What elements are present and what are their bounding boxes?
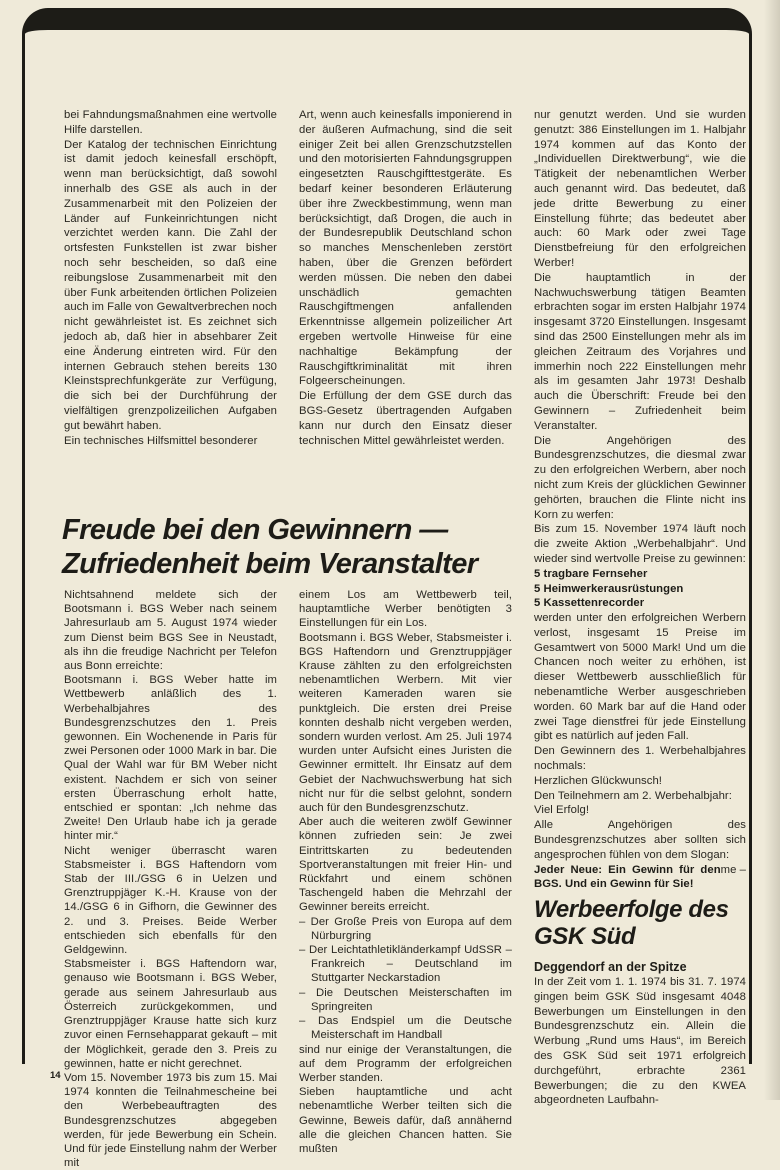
paragraph: Bootsmann i. BGS Weber, Stabsmeister i. BGS Haftendorn und Grenztruppjäger Krause zählten zu den erfolgreichsten nebenamtlichen Werbern. Mit vier weiteren Kameraden waren sie punktgleich. Die ersten drei Preise konnten deshalb nicht vergeben werden, sondern wurden verlost. Am 25. Juli 1974 wurden unter Aufsicht eines Juristen die Gewinner ermittelt. Ihr Einsatz auf dem Gebiet der Nachwuchswerbung hat sich nicht nur für die selbst gelohnt, sondern auch für den Bundesgrenzschutz. bbox=[299, 631, 512, 815]
gsk-subhead: Deggendorf an der Spitze bbox=[534, 960, 687, 974]
prize-item: 5 tragbare Fernseher bbox=[534, 567, 648, 580]
article-headline bbox=[62, 513, 542, 581]
headline-line: Freude bei den Gewinnern — bbox=[62, 514, 448, 547]
paragraph: Vom 15. November 1973 bis zum 15. Mai 1974 konnten die Teilnahmescheine bei den Werbebeauftragten des Bundesgrenzschutzes abgegeben werden, für jede Bewerbung ein Schein. Und für jede Einstellung nahm der Werber mit bbox=[64, 1071, 277, 1170]
paragraph: Die hauptamtlich in der Nachwuchswerbung tätigen Beamten erbrachten sogar im ersten Halbjahr 1974 insgesamt 3720 Einstellungen. Insgesamt sind das 2500 Einstellungen mehr als im gleichen Zeitraum des Vorjahres und immerhin noch 222 Einstellungen mehr als im gesamten Jahr 1973! Deshalb auch die Überschrift: Freude bei den Gewinnern – Zufriedenheit beim Veranstalter. bbox=[534, 271, 746, 432]
paragraph: Art, wenn auch keinesfalls imponierend in der äußeren Aufmachung, sind die seit einiger Zeit bei allen Grenzschutzstellen und den motorisierten Fahndungsgruppen eingesetzten Rauschgifttestgeräte. Es bedarf keiner besonderen Erläuterung über ihre Zweckbestimmung, wenn man berücksichtigt, daß Drogen, die auch in der Bundesrepublik Deutschland schon so manches Menschenleben zerstört haben, über die Grenzen befördert werden müssen. Die neben den dabei unschädlich gemachten Rauschgiftmengen anfallenden Erkenntnisse allgemein polizeilicher Art ergeben wertvolle Hinweise für eine nachhaltige Bekämpfung der Rauschgiftkriminalität mit ihren Folgeerscheinungen. bbox=[299, 109, 512, 388]
headline-line: Zufriedenheit beim Veranstalter bbox=[62, 548, 478, 581]
paragraph: Herzlichen Glückwunsch! bbox=[534, 774, 662, 787]
paragraph: Bootsmann i. BGS Weber hatte im Wettbewerb anläßlich des 1. Werbehalbjahres des Bundesgrenzschutzes den 1. Preis gewonnen. Ein Wochenende in Paris für zwei Personen oder 1000 Mark in bar. Die Qual der Wahl war für BM Weber nicht existent. Nachdem er sich von seiner ersten Überraschung erholt hatte, entschied er spontan: „Ich nehme das Zweite! Den Urlaub habe ich ja gerade hinter mir.“ bbox=[64, 674, 277, 843]
prev-article-column-2 bbox=[299, 108, 512, 448]
paragraph: bei Fahndungsmaßnahmen eine wertvolle Hilfe darstellen. bbox=[64, 109, 277, 136]
page-number: 14 bbox=[50, 1070, 61, 1081]
gsk-article bbox=[534, 896, 746, 1108]
paragraph: Aber auch die weiteren zwölf Gewinner können zufrieden sein: Je zwei Eintrittskarten zu bedeutenden Sportveranstaltungen mit freier Hin- und Rückfahrt und einem schönen Taschengeld haben die Mehrzahl der Gewinner bereits erreicht. bbox=[299, 816, 512, 914]
winners-article-column-2 bbox=[299, 588, 512, 1156]
paragraph: Nichtsahnend meldete sich der Bootsmann i. BGS Weber nach seinem Jahresurlaub am 5. August 1974 wieder zum Dienst beim BGS See in Neustadt, als ihn die freudige Nachricht per Telefon aus Bonn erreichte: bbox=[64, 589, 277, 673]
paragraph: Der Katalog der technischen Einrichtung ist damit jedoch keinesfall erschöpft, wenn man berücksichtigt, daß sowohl innerhalb des GSE als auch in der Zusammenarbeit mit den Polizeien der Länder auf Funkeinrichtungen nicht verzichtet werden kann. Die Zahl der ortsfesten Funkstellen ist zwar bisher noch sehr bescheiden, so daß eine reibungslose Zusammenarbeit mit den über Funk arbeitenden örtlichen Polizeien auch im Falle von Gewaltverbrechen noch nicht gewährleistet ist. Es zeichnet sich jedoch ab, daß hier in absehbarer Zeit eine Änderung eintreten wird. Für den internen Gebrauch stehen bereits 130 Kleinstsprechfunkgeräte zur Verfügung, die sich bei der Durchführung der vielfältigen grenzpolizeilichen Aufgaben gut bewährt haben. bbox=[64, 138, 277, 432]
author-signature: me – bbox=[720, 863, 746, 876]
paragraph: Die Angehörigen des Bundesgrenzschutzes, die diesmal zwar zu den erfolgreichen Werbern, aber noch nicht zum Kreis der glücklichen Gewinner gehörten, brauchen die Flinte nicht ins Korn zu werfen: bbox=[534, 434, 746, 521]
slogan: me – Jeder Neue: Ein Gewinn für den BGS. Und ein Gewinn für Sie! bbox=[534, 863, 746, 891]
event-list-item: – Der Große Preis von Europa auf dem Nürburgring bbox=[299, 915, 512, 942]
winners-article-column-3 bbox=[534, 108, 746, 892]
prize-item: 5 Heimwerkerausrüstungen bbox=[534, 582, 684, 595]
paragraph: Bis zum 15. November 1974 läuft noch die zweite Aktion „Werbehalbjahr“. Und wieder sind wertvolle Preise zu gewinnen: bbox=[534, 523, 746, 565]
winners-article-column-1 bbox=[64, 588, 277, 1170]
paragraph: nur genutzt werden. Und sie wurden genutzt: 386 Einstellungen im 1. Halbjahr 1974 kommen auf das Konto der „Individuellen Direktwerbung“, wie die Tätigkeit der nebenamtlichen Werber auch genannt wird. Das bedeutet, daß jede dritte Bewerbung zu einer Einstellung führte; das bedeutet aber auch: 60 Mark oder zwei Tage Dienstbefreiung für den erfolgreichen Werber! bbox=[534, 109, 746, 269]
paragraph: einem Los am Wettbewerb teil, hauptamtliche Werber benötigten 3 Einstellungen für ein Los. bbox=[299, 589, 512, 630]
paragraph: Nicht weniger überrascht waren Stabsmeister i. BGS Haftendorn vom Stab der III./GSG 6 in Uelzen und Grenztruppjäger K.-H. Krause von der 14./GSG 6 in Gifhorn, die Gewinner des 2. und 3. Preises. Beide Werber entschieden sich ebenfalls für den Geldgewinn. bbox=[64, 844, 277, 957]
paragraph: In der Zeit vom 1. 1. 1974 bis 31. 7. 1974 gingen beim GSK Süd insgesamt 4048 Bewerbungen um Einstellungen in den Bundesgrenzschutz ein. Allein die Werbung „Rund ums Haus“, im Bereich des GSK Süd seit 1971 erfolgreich durchgeführt, erbrachte 2361 Bewerbungen; die zu den KWEA abgeordneten Laufbahn- bbox=[534, 976, 746, 1107]
paragraph: sind nur einige der Veranstaltungen, die auf dem Programm der erfolgreichen Werber standen. bbox=[299, 1043, 512, 1084]
paragraph: Den Gewinnern des 1. Werbehalbjahres nochmals: bbox=[534, 745, 746, 773]
headline-line: Werbeerfolge des bbox=[534, 896, 729, 923]
event-list-item: – Der Leichtathletikländerkampf UdSSR – Frankreich – Deutschland im Stuttgarter Neckarstadion bbox=[299, 944, 512, 985]
prize-item: 5 Kassettenrecorder bbox=[534, 597, 645, 610]
paragraph: Ein technisches Hilfsmittel besonderer bbox=[64, 434, 258, 447]
event-list-item: – Das Endspiel um die Deutsche Meisterschaft im Handball bbox=[299, 1015, 512, 1042]
prev-article-column-1 bbox=[64, 108, 277, 448]
event-list-item: – Die Deutschen Meisterschaften im Springreiten bbox=[299, 986, 512, 1013]
paragraph: Den Teilnehmern am 2. Werbehalbjahr: bbox=[534, 789, 732, 802]
paragraph: Viel Erfolg! bbox=[534, 804, 590, 817]
headline-line: GSK Süd bbox=[534, 923, 636, 950]
paragraph: Stabsmeister i. BGS Haftendorn war, genauso wie Bootsmann i. BGS Weber, gerade aus seinem Jahresurlaub aus Österreich zurückgekommen, und Grenztruppjäger Krause hatte sich kurz zuvor einen Fernsehapparat gekauft – mit der Möglichkeit, gerade den 3. Preis zu gewinnen, hatte er nicht gerechnet. bbox=[64, 958, 277, 1070]
paragraph: Alle Angehörigen des Bundesgrenzschutzes aber sollten sich angesprochen fühlen von dem Slogan: bbox=[534, 819, 746, 861]
paragraph: Sieben hauptamtliche und acht nebenamtliche Werber teilten sich die Gewinne, Beweis dafür, daß annähernd alle die gleichen Chancen hatten. Sie mußten bbox=[299, 1086, 512, 1155]
paragraph: werden unter den erfolgreichen Werbern verlost, insgesamt 15 Preise im Gesamtwert von 5000 Mark! Und um die Chancen noch weiter zu erhöhen, ist dieser Wettbewerb ausschließlich für nebenamtliche Werber ausgeschrieben worden. 60 Mark bar auf die Hand oder zwei Tage dienstfrei für jede Einstellung gibt es natürlich auf jeden Fall. bbox=[534, 612, 746, 743]
paragraph: Die Erfüllung der dem GSE durch das BGS-Gesetz übertragenden Aufgaben kann nur durch den Einsatz dieser technischen Mittel gewährleistet werden. bbox=[299, 390, 512, 447]
gsk-headline bbox=[534, 896, 746, 950]
